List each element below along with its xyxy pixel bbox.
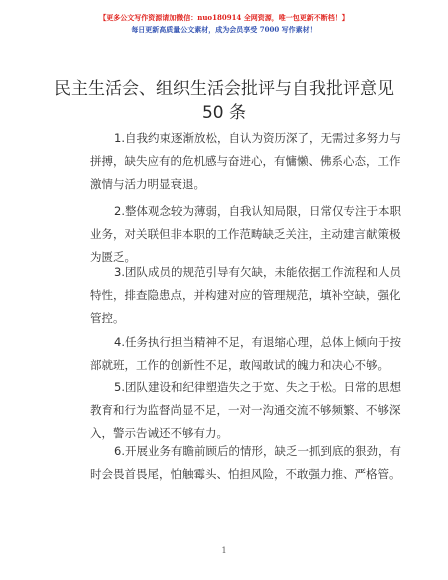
paragraph-item-5 — [90, 376, 401, 445]
page-number: 1 — [221, 546, 227, 555]
paragraph-line: 6.开展业务有瞻前顾后的情形，缺乏一抓到底的狠劲，有 — [114, 444, 401, 458]
document-title-line-1: 民主生活会、组织生活会批评与自我批评意见 — [54, 79, 394, 99]
paragraph-line: 业务，对关联但非本职的工作范畴缺乏关注，主动建言献策极 — [90, 227, 401, 241]
paragraph-line: 5.团队建设和纪律塑造失之于宽、失之于松。日常的思想 — [114, 380, 401, 394]
document-title-line-2: 50 条 — [201, 103, 247, 123]
paragraph-line: 为匮乏。 — [90, 250, 136, 264]
paragraph-line: 教育和行为监督尚显不足，一对一沟通交流不够频繁、不够深 — [90, 403, 401, 417]
paragraph-line: 4.任务执行担当精神不足，有退缩心理，总体上倾向于按 — [114, 335, 401, 349]
paragraph-line: 1.自我约束逐渐放松，自认为资历深了，无需过多努力与 — [114, 131, 401, 145]
paragraph-line: 激情与活力明显衰退。 — [90, 177, 205, 191]
paragraph-item-3 — [90, 261, 401, 330]
paragraph-item-1 — [90, 127, 401, 196]
paragraph-line: 3.团队成员的规范引导有欠缺，未能依据工作流程和人员 — [114, 265, 401, 279]
paragraph-line: 管控。 — [90, 311, 125, 325]
paragraph-line: 时会畏首畏尾，怕触霉头、怕担风险，不敢强力推、严格管。 — [90, 467, 401, 481]
paragraph-line: 拼搏，缺失应有的危机感与奋进心，有慵懒、佛系心态，工作 — [90, 154, 401, 168]
promo-banner-line-1: 【更多公文写作资源请加微信：nuo180914 全网资源，唯一包更新不断档！】 — [99, 13, 349, 22]
paragraph-line: 2.整体观念较为薄弱，自我认知局限，日常仅专注于本职 — [114, 204, 401, 218]
paragraph-item-2 — [90, 200, 401, 269]
paragraph-line: 特性，排查隐患点，并构建对应的管理规范，填补空缺，强化 — [90, 288, 401, 302]
paragraph-line: 部就班，工作的创新性不足，敢闯敢试的魄力和决心不够。 — [90, 358, 389, 372]
promo-banner-line-2: 每日更新高质量公文素材，成为会员享受 7000 写作素材！ — [131, 25, 317, 34]
paragraph-item-6 — [90, 440, 401, 486]
paragraph-item-4 — [90, 331, 401, 377]
paragraph-line: 入，警示告诫还不够有力。 — [90, 426, 228, 440]
